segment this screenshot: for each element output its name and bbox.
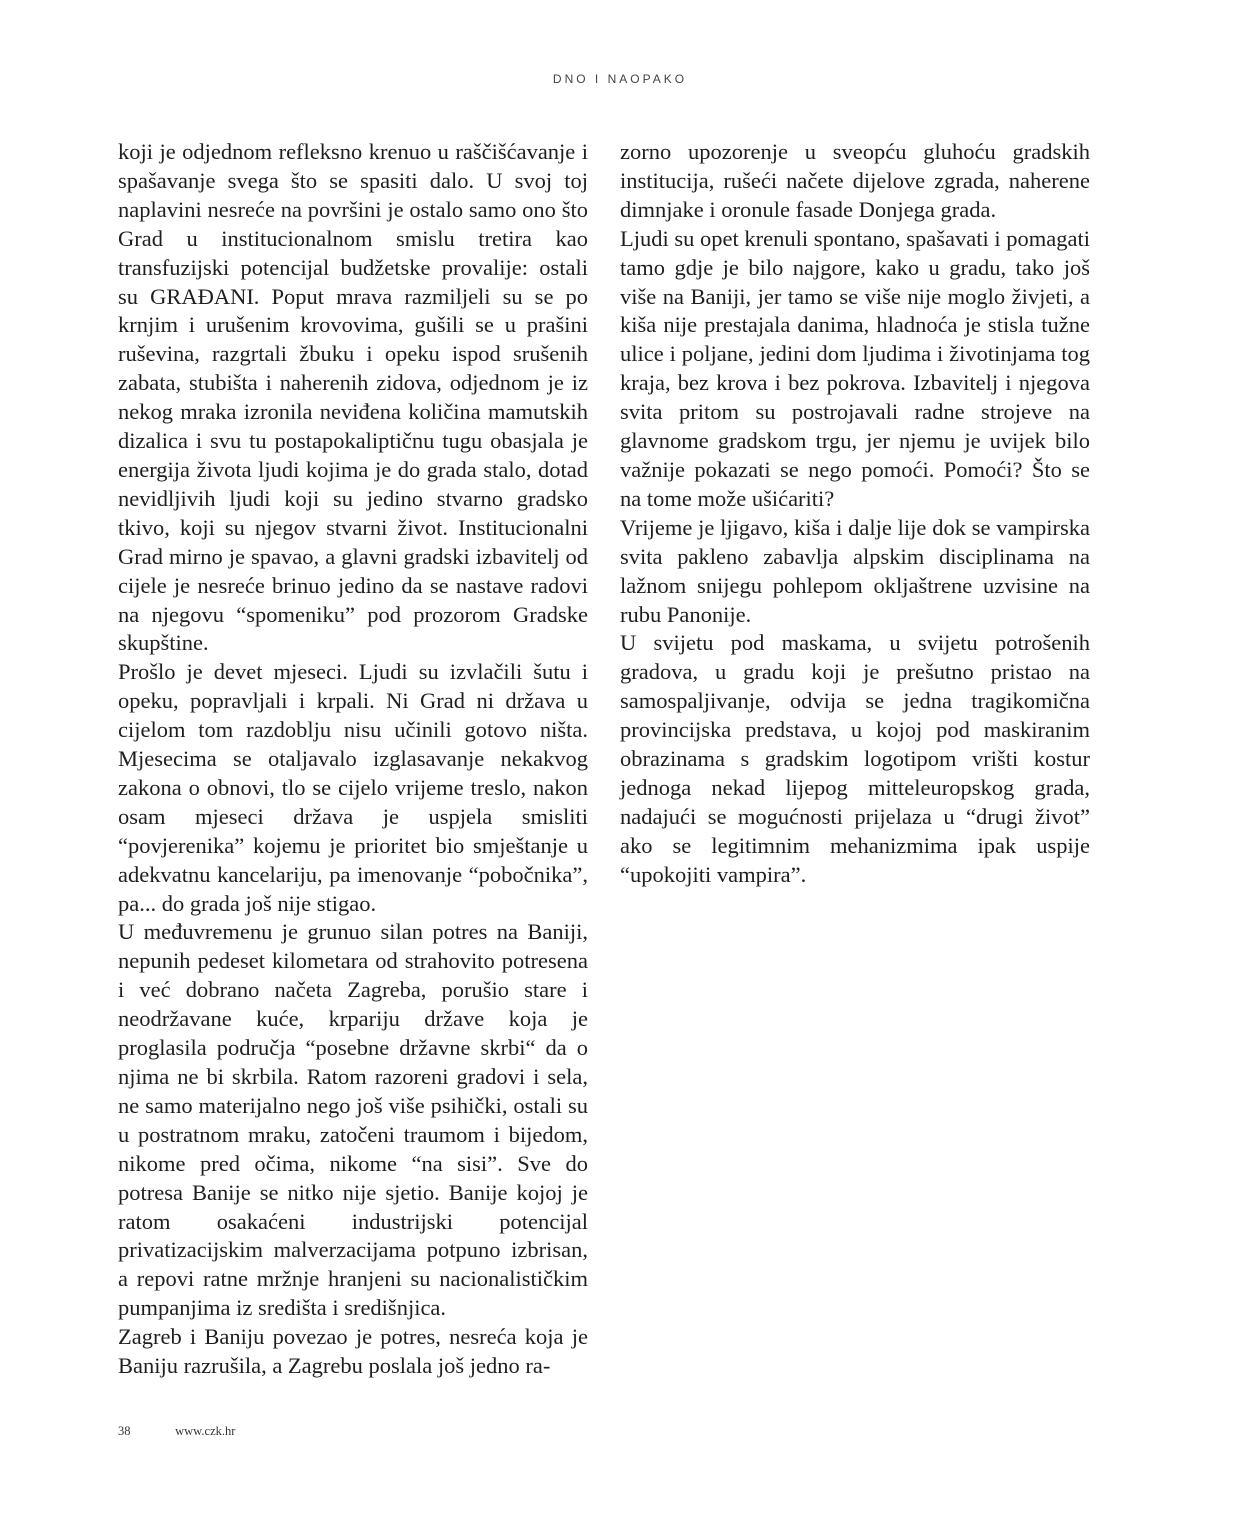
paragraph: Prošlo je devet mjeseci. Ljudi su izvlačili šutu i opeku, popravljali i krpali. Ni Grad ni država u cijelom tom razdoblju nisu učinili gotovo ništa. Mjesecima se otaljavalo izglasavanje nekakvog zakona o obnovi, tlo se cijelo vrijeme treslo, nakon osam mjeseci država je uspjela smisliti “povjerenika” kojemu je prioritet bio smještanje u adekvatnu kancelariju, pa imenovanje “pobočnika”, pa... do grada još nije stigao. <box>118 659 588 916</box>
page-number: 38 <box>118 1424 131 1438</box>
paragraph: Vrijeme je ljigavo, kiša i dalje lije dok se vampirska svita pakleno zabavlja alpskim disciplinama na lažnom snijegu pohlepom okljaštrene uzvisine na rubu Panonije. <box>620 514 1090 627</box>
page-footer <box>118 1424 235 1439</box>
paragraph: Zagreb i Baniju povezao je potres, nesreća koja je Baniju razrušila, a Zagrebu poslala još jedno ra- <box>118 1324 588 1379</box>
paragraph: U međuvremenu je grunuo silan potres na Baniji, nepunih pedeset kilometara od strahovito potresena i već dobrano načeta Zagreba, porušio stare i neodržavane kuće, krpariju države koja je proglasila područja “posebne državne skrbi“ da o njima ne bi skrbila. Ratom razoreni gradovi i sela, ne samo materijalno nego još više psihički, ostali su u postratnom mraku, zatočeni traumom i bijedom, nikome pred očima, nikome “na sisi”. Sve do potresa Banije se nitko nije sjetio. Banije kojoj je ratom osakaćeni industrijski potencijal privatizacijskim malverzacijama potpuno izbrisan, a repovi ratne mržnje hranjeni su nacionalističkim pumpanjima iz središta i središnjica. <box>118 919 588 1321</box>
right-text-column <box>620 138 1090 890</box>
paragraph: U svijetu pod maskama, u svijetu potrošenih gradova, u gradu koji je prešutno pristao na samospaljivanje, odvija se jedna tragikomična provincijska predstava, u kojoj pod maskiranim obrazinama s gradskim logotipom vrišti kostur jednoga nekad lijepog mitteleuropskog grada, nadajući se mogućnosti prijelaza u “drugi život” ako se legitimnim mehanizmima ipak uspije “upokojiti vampira”. <box>620 630 1090 887</box>
paragraph: zorno upozorenje u sveopću gluhoću gradskih institucija, rušeći načete dijelove zgrada, naherene dimnjake i oronule fasade Donjega grada. <box>620 139 1090 222</box>
paragraph: Ljudi su opet krenuli spontano, spašavati i pomagati tamo gdje je bilo najgore, kako u gradu, tako još više na Baniji, jer tamo se više nije moglo živjeti, a kiša nije prestajala danima, hladnoća je stisla tužne ulice i poljane, jedini dom ljudima i životinjama tog kraja, bez krova i bez pokrova. Izbavitelj i njegova svita pritom su postrojavali radne strojeve na glavnome gradskom trgu, jer njemu je uvijek bilo važnije pokazati se nego pomoći. Pomoći? Što se na tome može ušićariti? <box>620 225 1090 511</box>
left-text-column <box>118 138 588 1381</box>
website-link[interactable]: www.czk.hr <box>175 1424 236 1438</box>
running-title: DNO I NAOPAKO <box>552 72 688 86</box>
paragraph: koji je odjednom refleksno krenuo u raščišćavanje i spašavanje svega što se spasiti dalo. U svoj toj naplavini nesreće na površini je ostalo samo ono što Grad u institucionalnom smislu tretira kao transfuzijski potencijal budžetske provalije: ostali su GRAĐANI. Poput mrava razmiljeli su se po krnjim i urušenim krovovima, gušili se u prašini ruševina, razgrtali žbuku i opeku ispod srušenih zabata, stubišta i naherenih zidova, odjednom je iz nekog mraka izronila neviđena količina mamutskih dizalica i svu tu postapokaliptičnu tugu obasjala je energija života ljudi kojima je do grada stalo, dotad nevidljivih ljudi koji su jedino stvarno gradsko tkivo, koji su njegov stvarni život. Institucionalni Grad mirno je spavao, a glavni gradski izbavitelj od cijele je nesreće brinuo jedino da se nastave radovi na njegovu “spomeniku” pod prozorom Gradske skupštine. <box>118 139 588 656</box>
